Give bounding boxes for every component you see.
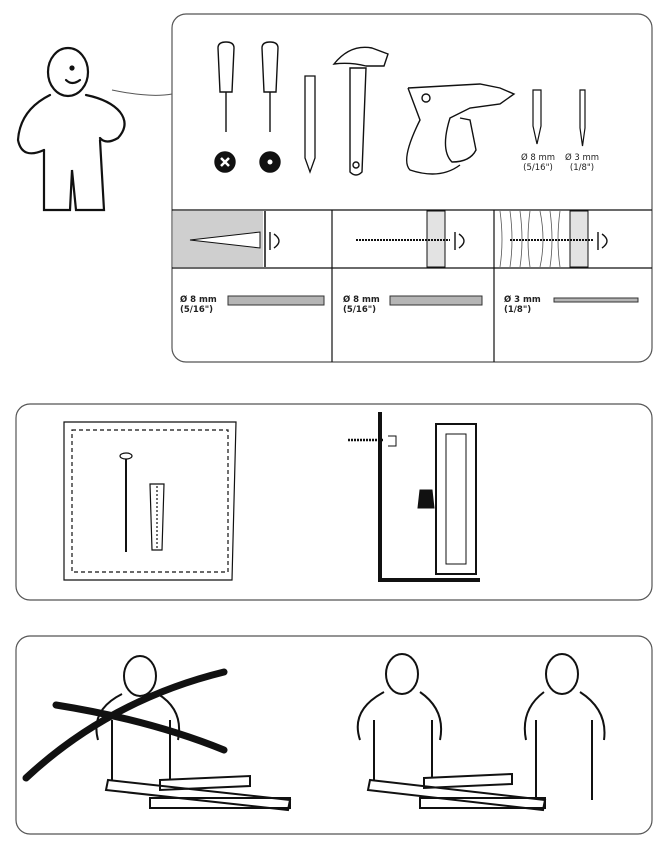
bit-inch: (5/16") bbox=[523, 163, 553, 173]
wood-wall-icon bbox=[500, 211, 607, 267]
wall-concrete-label bbox=[180, 295, 217, 315]
drill-inch: (5/16") bbox=[180, 305, 214, 315]
drill-bit-wood bbox=[554, 298, 638, 302]
hammer-icon bbox=[334, 47, 388, 175]
concrete-wall-icon bbox=[173, 211, 279, 267]
drill-inch: (1/8") bbox=[504, 305, 532, 315]
drill-size: Ø 3 mm bbox=[504, 295, 541, 305]
bit-inch: (1/8") bbox=[569, 163, 595, 173]
bit-label-8mm bbox=[516, 153, 560, 173]
ikea-man-icon bbox=[18, 48, 125, 210]
drill-bit-8mm-icon bbox=[533, 90, 541, 144]
hardware-panel bbox=[16, 404, 652, 600]
pencil-icon bbox=[305, 76, 315, 172]
two-persons-icon bbox=[358, 654, 605, 810]
drill-bit-masonry bbox=[228, 296, 324, 305]
wall-drywall-label bbox=[343, 295, 380, 315]
phillips-screwdriver-icon bbox=[215, 42, 235, 172]
wall-mount-icon bbox=[348, 412, 480, 580]
drill-bit-3mm-icon bbox=[580, 90, 585, 146]
cross-out-icon bbox=[26, 672, 224, 778]
drill-icon bbox=[407, 84, 514, 174]
drill-bit-drywall bbox=[390, 296, 482, 305]
speech-tail bbox=[112, 90, 172, 95]
bit-size: Ø 3 mm bbox=[564, 153, 600, 163]
wall-wood-label bbox=[504, 295, 541, 315]
bit-size: Ø 8 mm bbox=[520, 153, 556, 163]
drill-size: Ø 8 mm bbox=[180, 295, 217, 305]
bit-label-3mm bbox=[560, 153, 604, 173]
tools-panel bbox=[172, 14, 652, 362]
drill-inch: (5/16") bbox=[343, 305, 377, 315]
drill-size: Ø 8 mm bbox=[343, 295, 380, 305]
flathead-screwdriver-icon bbox=[260, 42, 280, 172]
drywall-icon bbox=[356, 211, 464, 267]
hardware-bag-icon bbox=[64, 422, 236, 580]
